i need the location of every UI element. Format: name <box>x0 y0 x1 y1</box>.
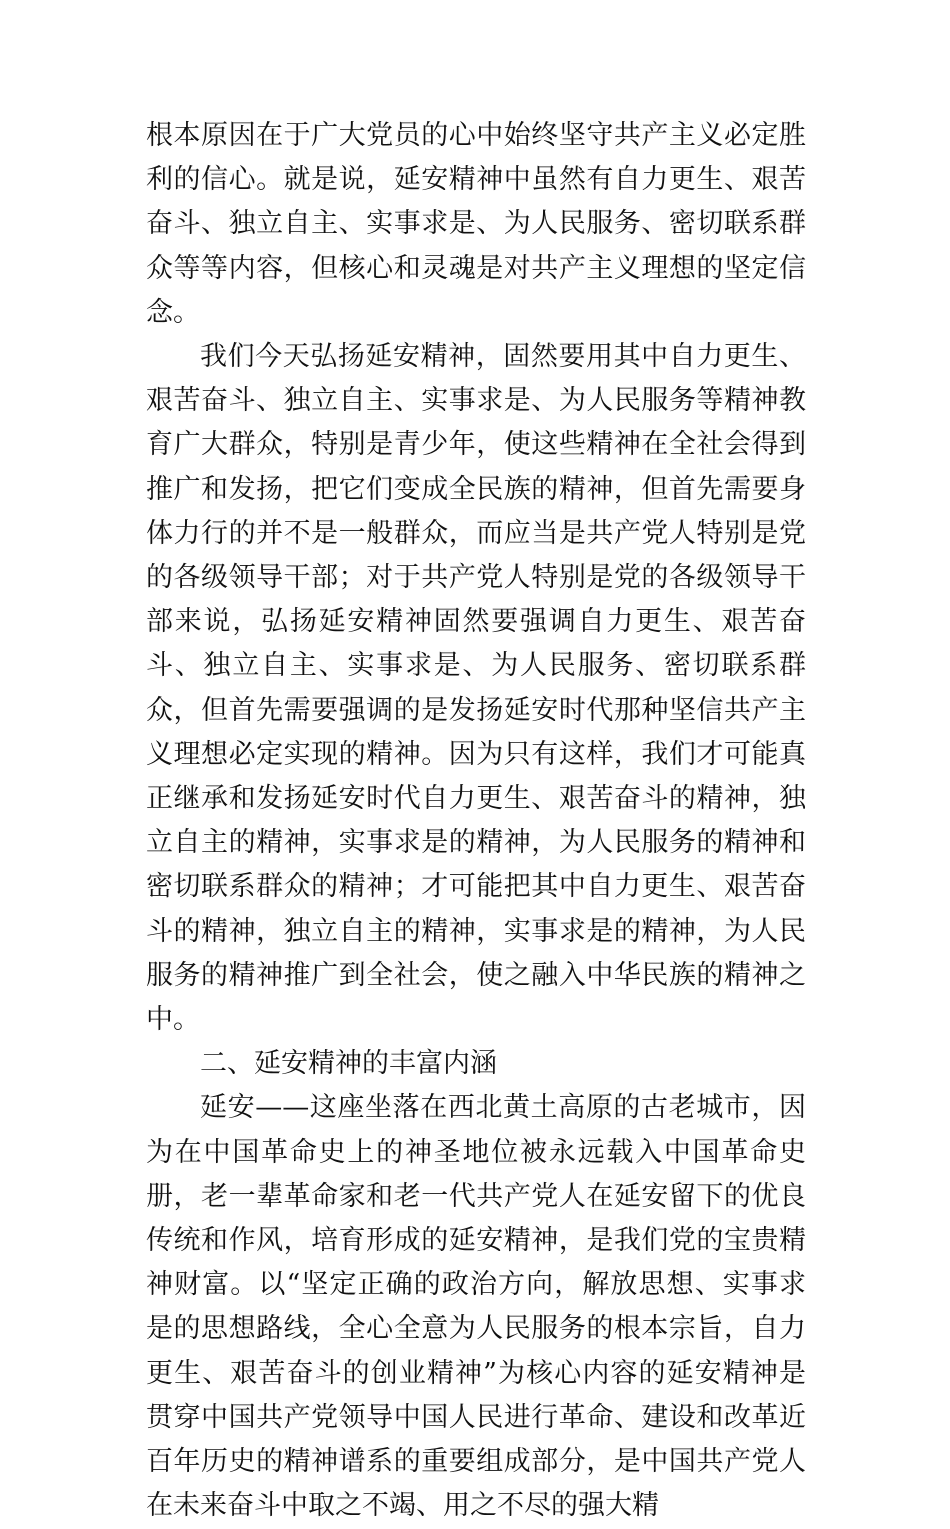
document-body <box>146 114 806 1529</box>
paragraph-continuation: 根本原因在于广大党员的心中始终坚守共产主义必定胜利的信心。就是说，延安精神中虽然有自力更生、艰苦奋斗、独立自主、实事求是、为人民服务、密切联系群众等等内容，但核心和灵魂是对共产主义理想的坚定信念。 <box>146 120 806 328</box>
paragraph-yanan-city: 延安——这座坐落在西北黄土高原的古老城市，因为在中国革命史上的神圣地位被永远载入中国革命史册，老一辈革命家和老一代共产党人在延安留下的优良传统和作风，培育形成的延安精神，是我们党的宝贵精神财富。以“坚定正确的政治方向，解放思想、实事求是的思想路线，全心全意为人民服务的根本宗旨，自力更生、艰苦奋斗的创业精神”为核心内容的延安精神是贯穿中国共产党领导中国人民进行革命、建设和改革近百年历史的精神谱系的重要组成部分，是中国共产党人在未来奋斗中取之不竭、用之不尽的强大精 <box>146 1092 806 1522</box>
paragraph-promote-yanan-spirit: 我们今天弘扬延安精神，固然要用其中自力更生、艰苦奋斗、独立自主、实事求是、为人民服务等精神教育广大群众，特别是青少年，使这些精神在全社会得到推广和发扬，把它们变成全民族的精神，但首先需要身体力行的并不是一般群众，而应当是共产党人特别是党的各级领导干部；对于共产党人特别是党的各级领导干部来说，弘扬延安精神固然要强调自力更生、艰苦奋斗、独立自主、实事求是、为人民服务、密切联系群众，但首先需要强调的是发扬延安时代那种坚信共产主义理想必定实现的精神。因为只有这样，我们才可能真正继承和发扬延安时代自力更生、艰苦奋斗的精神，独立自主的精神，实事求是的精神，为人民服务的精神和密切联系群众的精神；才可能把其中自力更生、艰苦奋斗的精神，独立自主的精神，实事求是的精神，为人民服务的精神推广到全社会，使之融入中华民族的精神之中。 <box>146 341 806 1036</box>
section-heading: 二、延安精神的丰富内涵 <box>200 1048 497 1080</box>
